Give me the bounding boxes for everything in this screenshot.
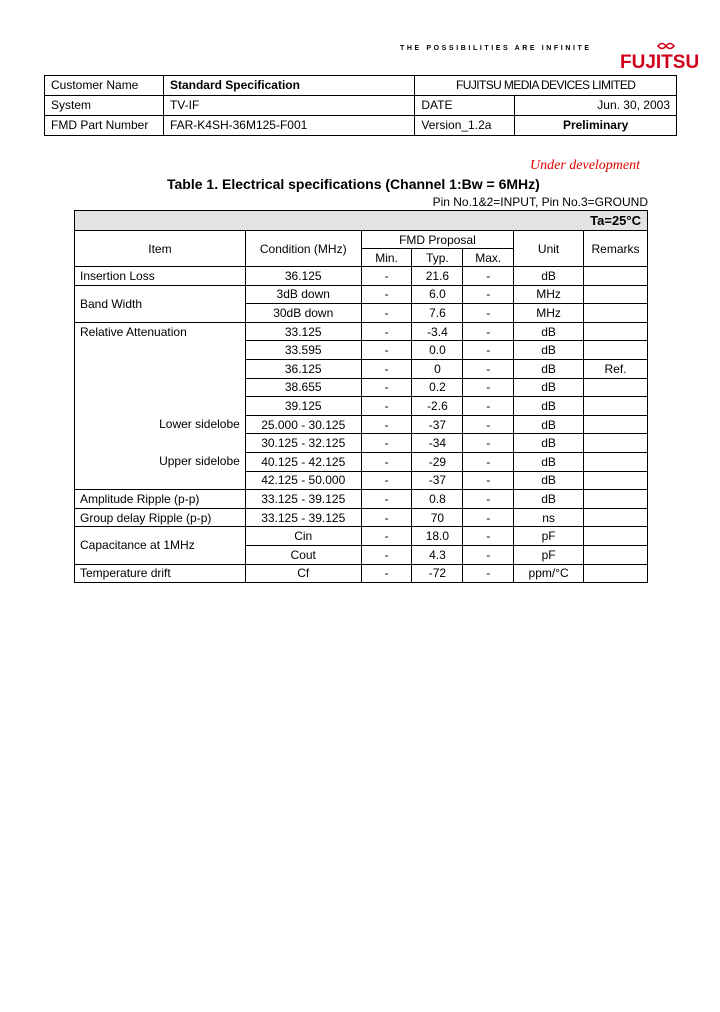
cell-typ: -37	[412, 471, 463, 490]
cell-rem	[584, 471, 648, 490]
cell-max: -	[463, 471, 514, 490]
cell-cond: 33.125 - 39.125	[245, 508, 361, 527]
cell-rem	[584, 378, 648, 397]
cell-cond: 36.125	[245, 267, 361, 286]
cell-unit: dB	[514, 267, 584, 286]
cell-min: -	[361, 490, 412, 509]
cell-typ: -3.4	[412, 322, 463, 341]
table-row	[75, 564, 648, 583]
cell-max: -	[463, 397, 514, 416]
cell-unit: dB	[514, 471, 584, 490]
document-header-table	[44, 75, 677, 136]
cell-unit: dB	[514, 490, 584, 509]
cell-cond: 25.000 - 30.125	[245, 415, 361, 434]
cell-typ: -2.6	[412, 397, 463, 416]
cell-min: -	[361, 285, 412, 304]
cell-rem	[584, 452, 648, 471]
cell-unit: ns	[514, 508, 584, 527]
cell-rem	[584, 341, 648, 360]
cell-min: -	[361, 397, 412, 416]
cell-unit: pF	[514, 527, 584, 546]
cell-rem	[584, 415, 648, 434]
cell-cond: 36.125	[245, 359, 361, 378]
cell-min: -	[361, 452, 412, 471]
cell-item: Lower sidelobe	[75, 415, 246, 452]
table-row	[75, 415, 648, 434]
customer-value: Standard Specification	[163, 76, 414, 96]
cell-unit: dB	[514, 378, 584, 397]
cell-typ: -37	[412, 415, 463, 434]
company-name: FUJITSU MEDIA DEVICES LIMITED	[415, 76, 677, 96]
fujitsu-logo	[620, 40, 708, 70]
cell-cond: Cin	[245, 527, 361, 546]
table-row	[75, 527, 648, 546]
cell-unit: MHz	[514, 285, 584, 304]
cell-min: -	[361, 545, 412, 564]
cell-rem	[584, 304, 648, 323]
cell-cond: Cout	[245, 545, 361, 564]
cell-rem	[584, 545, 648, 564]
cell-cond: 30.125 - 32.125	[245, 434, 361, 453]
customer-label: Customer Name	[45, 76, 164, 96]
cell-typ: -29	[412, 452, 463, 471]
cell-rem	[584, 285, 648, 304]
cell-max: -	[463, 415, 514, 434]
spec-table-body	[75, 267, 648, 583]
brand-tagline: THE POSSIBILITIES ARE INFINITE	[400, 45, 592, 52]
cell-typ: 0	[412, 359, 463, 378]
cell-min: -	[361, 471, 412, 490]
cell-cond: 39.125	[245, 397, 361, 416]
cell-unit: dB	[514, 322, 584, 341]
cell-max: -	[463, 545, 514, 564]
pin-assignment: Pin No.1&2=INPUT, Pin No.3=GROUND	[432, 195, 648, 209]
cell-min: -	[361, 304, 412, 323]
cell-typ: 6.0	[412, 285, 463, 304]
cell-min: -	[361, 378, 412, 397]
cell-rem	[584, 267, 648, 286]
cell-max: -	[463, 564, 514, 583]
cell-max: -	[463, 508, 514, 527]
cell-typ: 7.6	[412, 304, 463, 323]
cell-rem	[584, 564, 648, 583]
cell-unit: dB	[514, 415, 584, 434]
logo-wordmark: FUJITSU	[620, 52, 700, 70]
cell-cond: 30dB down	[245, 304, 361, 323]
cell-cond: 42.125 - 50.000	[245, 471, 361, 490]
cell-cond: 33.125	[245, 322, 361, 341]
cell-max: -	[463, 267, 514, 286]
cell-max: -	[463, 378, 514, 397]
table-row	[75, 267, 648, 286]
col-header-min: Min.	[361, 249, 412, 267]
cell-item: Insertion Loss	[75, 267, 246, 286]
col-header-unit: Unit	[514, 231, 584, 267]
cell-rem	[584, 527, 648, 546]
cell-min: -	[361, 434, 412, 453]
cell-max: -	[463, 341, 514, 360]
cell-max: -	[463, 359, 514, 378]
cell-cond: 3dB down	[245, 285, 361, 304]
cell-min: -	[361, 564, 412, 583]
cell-item: Capacitance at 1MHz	[75, 527, 246, 564]
cell-item: Group delay Ripple (p-p)	[75, 508, 246, 527]
cell-max: -	[463, 304, 514, 323]
part-number-value: FAR-K4SH-36M125-F001	[163, 116, 414, 136]
col-header-typ: Typ.	[412, 249, 463, 267]
cell-unit: MHz	[514, 304, 584, 323]
cell-item: Upper sidelobe	[75, 452, 246, 489]
under-development-note: Under development	[530, 158, 641, 173]
version-label: Version_1.2a	[415, 116, 515, 136]
cell-min: -	[361, 267, 412, 286]
cell-item: Temperature drift	[75, 564, 246, 583]
col-header-condition: Condition (MHz)	[245, 231, 361, 267]
cell-min: -	[361, 341, 412, 360]
cell-unit: dB	[514, 452, 584, 471]
cell-max: -	[463, 490, 514, 509]
col-header-fmd-proposal: FMD Proposal	[361, 231, 514, 249]
cell-max: -	[463, 527, 514, 546]
cell-item: Band Width	[75, 285, 246, 322]
cell-typ: 18.0	[412, 527, 463, 546]
cell-rem	[584, 434, 648, 453]
cell-cond: 33.595	[245, 341, 361, 360]
date-value: Jun. 30, 2003	[515, 96, 677, 116]
cell-unit: dB	[514, 341, 584, 360]
date-label: DATE	[415, 96, 515, 116]
cell-item: Amplitude Ripple (p-p)	[75, 490, 246, 509]
col-header-max: Max.	[463, 249, 514, 267]
cell-typ: 70	[412, 508, 463, 527]
cell-cond: Cf	[245, 564, 361, 583]
table-row	[75, 285, 648, 304]
cell-cond: 40.125 - 42.125	[245, 452, 361, 471]
system-value: TV-IF	[163, 96, 414, 116]
cell-min: -	[361, 322, 412, 341]
cell-rem: Ref.	[584, 359, 648, 378]
cell-rem	[584, 490, 648, 509]
col-header-remarks: Remarks	[584, 231, 648, 267]
cell-min: -	[361, 508, 412, 527]
table-row	[75, 322, 648, 341]
cell-unit: dB	[514, 359, 584, 378]
cell-typ: 21.6	[412, 267, 463, 286]
status-label: Preliminary	[515, 116, 677, 136]
cell-item: Relative Attenuation	[75, 322, 246, 415]
logo-infinity-mark	[658, 44, 674, 49]
part-number-label: FMD Part Number	[45, 116, 164, 136]
cell-typ: 0.8	[412, 490, 463, 509]
cell-min: -	[361, 415, 412, 434]
cell-min: -	[361, 527, 412, 546]
cell-cond: 33.125 - 39.125	[245, 490, 361, 509]
cell-max: -	[463, 285, 514, 304]
cell-unit: pF	[514, 545, 584, 564]
cell-typ: -34	[412, 434, 463, 453]
col-header-item: Item	[75, 231, 246, 267]
cell-max: -	[463, 452, 514, 471]
cell-rem	[584, 322, 648, 341]
electrical-spec-table	[74, 210, 648, 583]
cell-min: -	[361, 359, 412, 378]
cell-typ: -72	[412, 564, 463, 583]
cell-cond: 38.655	[245, 378, 361, 397]
temperature-condition: Ta=25°C	[75, 211, 648, 231]
cell-unit: dB	[514, 434, 584, 453]
cell-unit: ppm/°C	[514, 564, 584, 583]
cell-rem	[584, 397, 648, 416]
cell-typ: 0.0	[412, 341, 463, 360]
system-label: System	[45, 96, 164, 116]
cell-max: -	[463, 434, 514, 453]
table-row	[75, 452, 648, 471]
cell-unit: dB	[514, 397, 584, 416]
cell-max: -	[463, 322, 514, 341]
cell-typ: 0.2	[412, 378, 463, 397]
cell-typ: 4.3	[412, 545, 463, 564]
table-title: Table 1. Electrical specifications (Channel 1:Bw = 6MHz)	[167, 176, 540, 192]
table-row	[75, 490, 648, 509]
cell-rem	[584, 508, 648, 527]
table-row	[75, 508, 648, 527]
